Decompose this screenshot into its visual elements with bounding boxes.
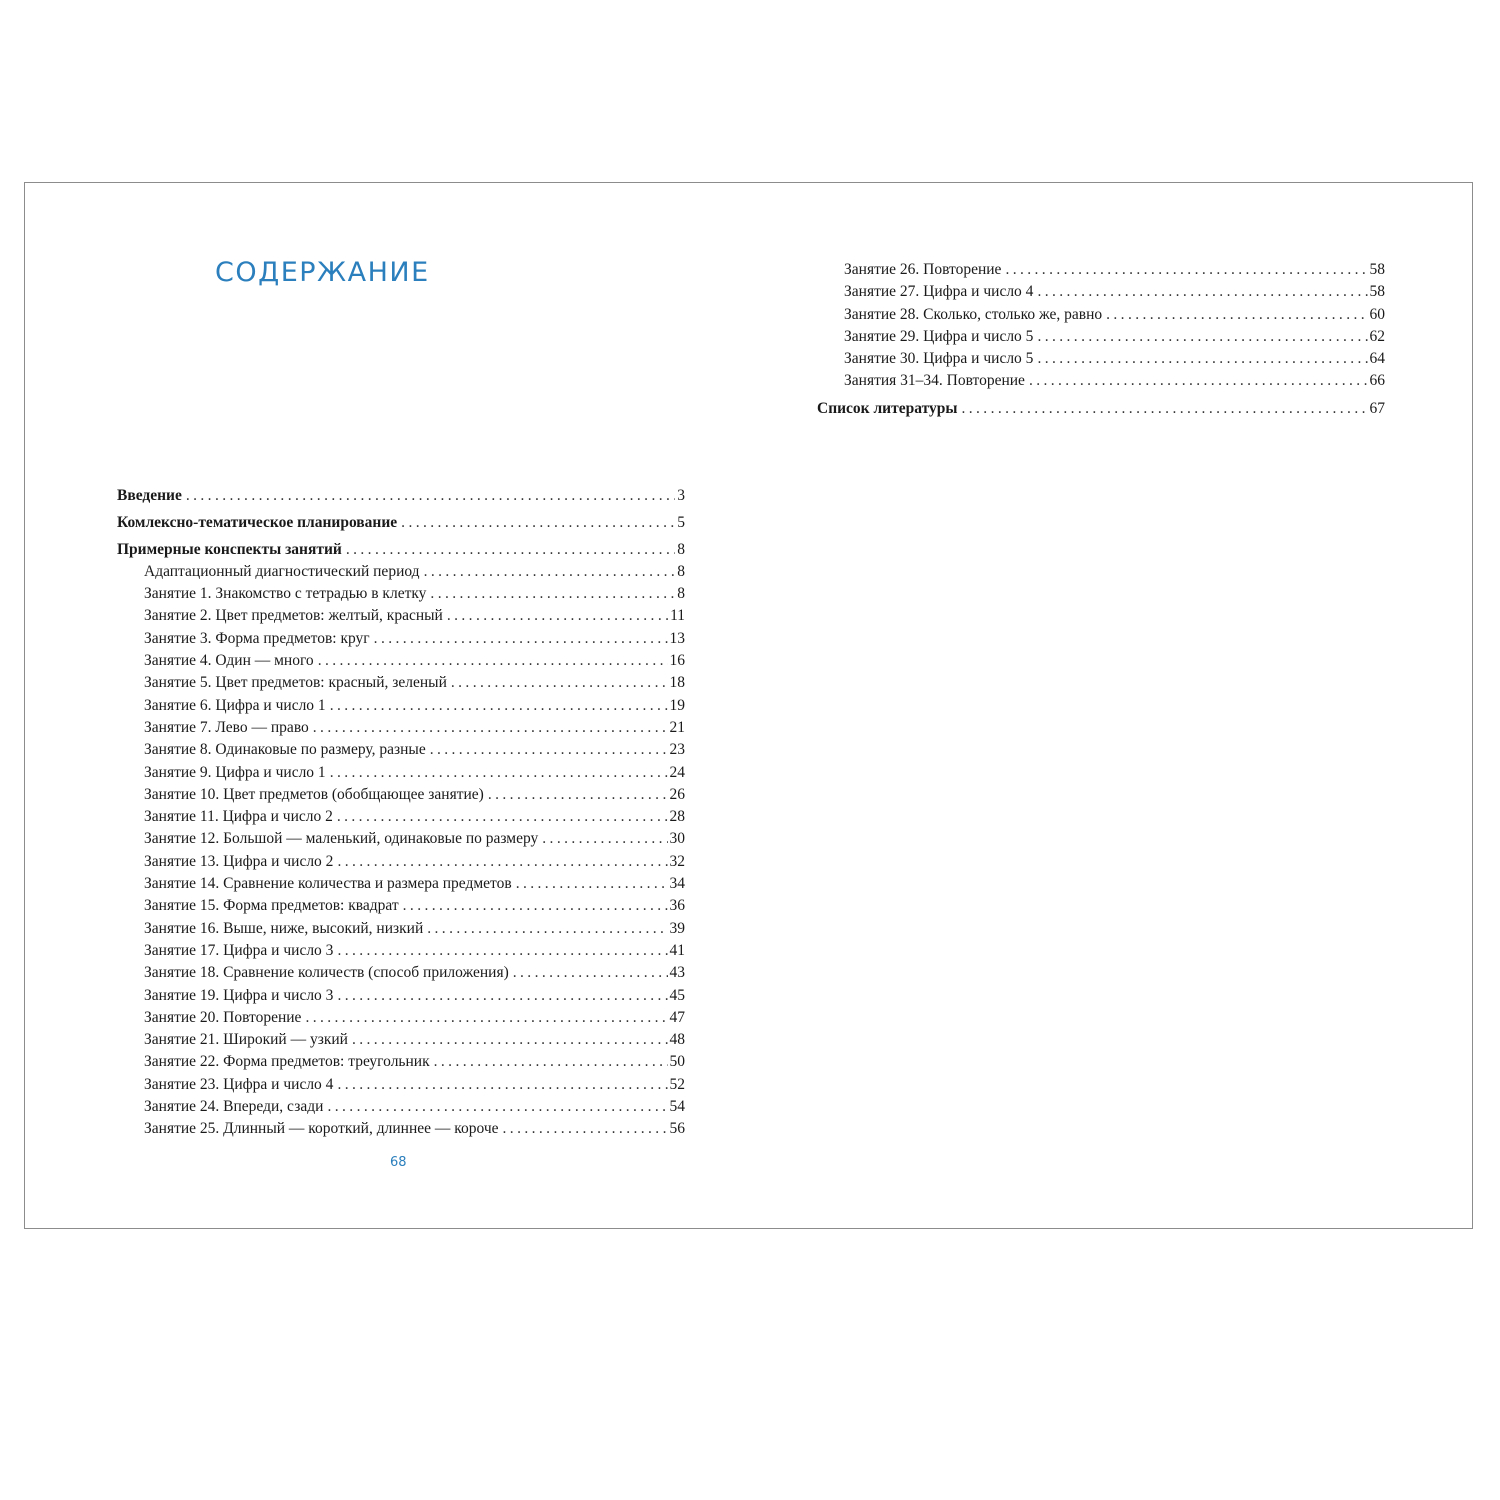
toc-entry[interactable] xyxy=(117,1029,685,1051)
toc-entry-lesson-notes[interactable] xyxy=(117,539,685,561)
toc-entry-title: Занятие 2. Цвет предметов: желтый, красный xyxy=(144,607,443,625)
toc-leader-dots xyxy=(1029,370,1368,392)
toc-leader-dots xyxy=(346,539,675,561)
toc-entry-page: 32 xyxy=(669,852,685,870)
toc-entry-page: 67 xyxy=(1369,399,1385,417)
toc-entry-title: Занятия 31–34. Повторение xyxy=(844,372,1025,390)
toc-entry[interactable] xyxy=(817,259,1385,281)
toc-entry[interactable] xyxy=(117,695,685,717)
toc-leader-dots xyxy=(434,1051,668,1073)
toc-entry-page: 41 xyxy=(669,941,685,959)
toc-leader-dots xyxy=(337,806,668,828)
toc-leader-dots xyxy=(337,940,667,962)
toc-entry-page: 13 xyxy=(669,629,685,647)
toc-leader-dots xyxy=(1037,348,1367,370)
toc-entry-page: 52 xyxy=(669,1075,685,1093)
toc-entry-planning[interactable] xyxy=(117,512,685,534)
toc-entry-page: 39 xyxy=(669,919,685,937)
toc-entry[interactable] xyxy=(117,1096,685,1118)
toc-entry-title: Занятие 8. Одинаковые по размеру, разные xyxy=(144,741,426,759)
toc-entry-title: Занятие 22. Форма предметов: треугольник xyxy=(144,1053,430,1071)
toc-entry[interactable] xyxy=(817,281,1385,303)
toc-entry-page: 50 xyxy=(669,1053,685,1071)
toc-entry-title: Занятие 6. Цифра и число 1 xyxy=(144,696,326,714)
toc-entry-title: Примерные конспекты занятий xyxy=(117,540,342,558)
toc-entry-title: Занятие 5. Цвет предметов: красный, зеленый xyxy=(144,674,447,692)
toc-leader-dots xyxy=(430,739,668,761)
toc-leader-dots xyxy=(330,695,668,717)
toc-entry-title: Занятие 21. Широкий — узкий xyxy=(144,1031,348,1049)
toc-leader-dots xyxy=(305,1007,667,1029)
toc-leader-dots xyxy=(186,485,675,507)
toc-entry-page: 36 xyxy=(669,897,685,915)
toc-entry[interactable] xyxy=(817,348,1385,370)
toc-entry-title: Занятие 3. Форма предметов: круг xyxy=(144,629,370,647)
toc-entry-page: 24 xyxy=(669,763,685,781)
toc-leader-dots xyxy=(488,784,668,806)
toc-entry[interactable] xyxy=(117,739,685,761)
toc-leader-dots xyxy=(327,1096,667,1118)
toc-entry-title: Введение xyxy=(117,487,182,504)
toc-entry[interactable] xyxy=(117,628,685,650)
toc-entry-title: Занятие 18. Сравнение количеств (способ приложения) xyxy=(144,964,509,982)
toc-entry[interactable] xyxy=(117,762,685,784)
toc-entry-title: Занятие 19. Цифра и число 3 xyxy=(144,986,334,1004)
toc-entry-page: 60 xyxy=(1369,305,1385,323)
toc-entry[interactable] xyxy=(817,326,1385,348)
toc-entry[interactable] xyxy=(117,1074,685,1096)
toc-entry-page: 16 xyxy=(669,652,685,670)
toc-leader-dots xyxy=(1106,304,1367,326)
toc-entry-page: 8 xyxy=(677,540,685,558)
toc-entry[interactable] xyxy=(117,940,685,962)
toc-entry-title: Занятие 28. Сколько, столько же, равно xyxy=(844,305,1103,323)
toc-entry-page: 8 xyxy=(677,585,685,603)
toc-entry-page: 54 xyxy=(669,1098,685,1116)
toc-entry-title: Занятие 24. Впереди, сзади xyxy=(144,1098,324,1116)
toc-leader-dots xyxy=(430,583,675,605)
table-of-contents-right xyxy=(817,259,1385,420)
toc-entry-title: Занятие 9. Цифра и число 1 xyxy=(144,763,326,781)
toc-entry[interactable] xyxy=(117,1007,685,1029)
toc-entry[interactable] xyxy=(117,583,685,605)
toc-entry[interactable] xyxy=(117,851,685,873)
toc-entry-page: 45 xyxy=(669,986,685,1004)
toc-leader-dots xyxy=(542,828,667,850)
toc-entry-page: 56 xyxy=(669,1120,685,1138)
toc-leader-dots xyxy=(503,1118,668,1140)
toc-entry-title: Занятие 26. Повторение xyxy=(844,261,1002,278)
toc-leader-dots xyxy=(1037,281,1367,303)
toc-entry-page: 30 xyxy=(669,830,685,848)
toc-entry-title: Занятие 23. Цифра и число 4 xyxy=(144,1075,334,1093)
toc-leader-dots xyxy=(337,1074,667,1096)
toc-entry[interactable] xyxy=(117,918,685,940)
toc-entry[interactable] xyxy=(117,828,685,850)
toc-entry-page: 26 xyxy=(669,785,685,803)
toc-entry-page: 21 xyxy=(669,718,685,736)
toc-entry[interactable] xyxy=(117,962,685,984)
toc-entry-title: Адаптационный диагностический период xyxy=(144,562,420,580)
toc-leader-dots xyxy=(337,851,667,873)
toc-entry-title: Занятие 4. Один — много xyxy=(144,652,314,670)
toc-leader-dots xyxy=(337,985,667,1007)
toc-entry-page: 19 xyxy=(669,696,685,714)
toc-entry[interactable] xyxy=(117,1118,685,1140)
toc-entry-title: Занятие 16. Выше, ниже, высокий, низкий xyxy=(144,919,424,937)
toc-entry-page: 58 xyxy=(1369,261,1385,278)
toc-leader-dots xyxy=(374,628,668,650)
toc-entry-page: 43 xyxy=(669,964,685,982)
toc-entry-page: 5 xyxy=(677,513,685,531)
toc-entry-page: 66 xyxy=(1369,372,1385,390)
toc-leader-dots xyxy=(513,962,668,984)
toc-entry-title: Занятие 7. Лево — право xyxy=(144,718,309,736)
toc-leader-dots xyxy=(427,918,667,940)
toc-entry[interactable] xyxy=(117,784,685,806)
toc-entry-page: 58 xyxy=(1369,283,1385,301)
toc-entry-title: Занятие 12. Большой — маленький, одинаковые по размеру xyxy=(144,830,539,848)
toc-entry[interactable] xyxy=(117,605,685,627)
toc-entry[interactable] xyxy=(117,672,685,694)
toc-entry-page: 28 xyxy=(669,808,685,826)
toc-entry-page: 18 xyxy=(669,674,685,692)
toc-leader-dots xyxy=(961,398,1367,420)
toc-entry-bibliography[interactable] xyxy=(817,398,1385,420)
toc-entry-page: 8 xyxy=(677,562,685,580)
toc-entry-title: Занятие 14. Сравнение количества и размера предметов xyxy=(144,875,512,893)
toc-entry-title: Занятие 30. Цифра и число 5 xyxy=(844,350,1034,368)
toc-leader-dots xyxy=(401,512,675,534)
toc-entry-title: Комлексно-тематическое планирование xyxy=(117,513,398,531)
toc-entry-page: 11 xyxy=(670,607,685,625)
toc-entry-title: Занятие 17. Цифра и число 3 xyxy=(144,941,334,959)
toc-entry[interactable] xyxy=(117,650,685,672)
toc-entry-title: Список литературы xyxy=(817,399,958,417)
toc-entry[interactable] xyxy=(117,561,685,583)
left-page xyxy=(24,182,747,1229)
page-number: 68 xyxy=(390,1155,407,1170)
page-title: СОДЕРЖАНИЕ xyxy=(215,257,430,288)
toc-leader-dots xyxy=(516,873,668,895)
toc-entry[interactable] xyxy=(817,304,1385,326)
toc-entry-title: Занятие 25. Длинный — короткий, длиннее — короче xyxy=(144,1120,499,1138)
toc-entry[interactable] xyxy=(117,717,685,739)
toc-entry-title: Занятие 11. Цифра и число 2 xyxy=(144,808,333,826)
toc-leader-dots xyxy=(352,1029,668,1051)
toc-entry[interactable] xyxy=(117,985,685,1007)
toc-leader-dots xyxy=(447,605,668,627)
toc-entry[interactable] xyxy=(117,873,685,895)
toc-entry[interactable] xyxy=(117,806,685,828)
toc-entry-title: Занятие 29. Цифра и число 5 xyxy=(844,327,1034,345)
toc-leader-dots xyxy=(330,762,668,784)
toc-leader-dots xyxy=(313,717,668,739)
toc-entry-page: 64 xyxy=(1369,350,1385,368)
table-of-contents-left xyxy=(117,485,685,1141)
toc-entry-title: Занятие 15. Форма предметов: квадрат xyxy=(144,897,399,915)
toc-leader-dots xyxy=(1037,326,1367,348)
toc-entry[interactable] xyxy=(117,895,685,917)
toc-entry-title: Занятие 20. Повторение xyxy=(144,1008,302,1026)
toc-entry-introduction[interactable] xyxy=(117,485,685,507)
right-page xyxy=(747,182,1473,1229)
toc-entry-title: Занятие 10. Цвет предметов (обобщающее занятие) xyxy=(144,785,484,803)
toc-entry-page: 47 xyxy=(669,1008,685,1026)
toc-leader-dots xyxy=(424,561,676,583)
toc-leader-dots xyxy=(1005,259,1367,281)
toc-entry-page: 62 xyxy=(1369,327,1385,345)
toc-entry-page: 3 xyxy=(677,487,685,504)
toc-leader-dots xyxy=(318,650,668,672)
toc-entry-title: Занятие 27. Цифра и число 4 xyxy=(844,283,1034,301)
toc-leader-dots xyxy=(403,895,668,917)
toc-entry-page: 34 xyxy=(669,875,685,893)
toc-entry[interactable] xyxy=(117,1051,685,1073)
toc-leader-dots xyxy=(451,672,668,694)
toc-entry-page: 23 xyxy=(669,741,685,759)
toc-entry-page: 48 xyxy=(669,1031,685,1049)
toc-entry[interactable] xyxy=(817,370,1385,392)
toc-entry-title: Занятие 1. Знакомство с тетрадью в клетку xyxy=(144,585,427,603)
toc-entry-title: Занятие 13. Цифра и число 2 xyxy=(144,852,334,870)
